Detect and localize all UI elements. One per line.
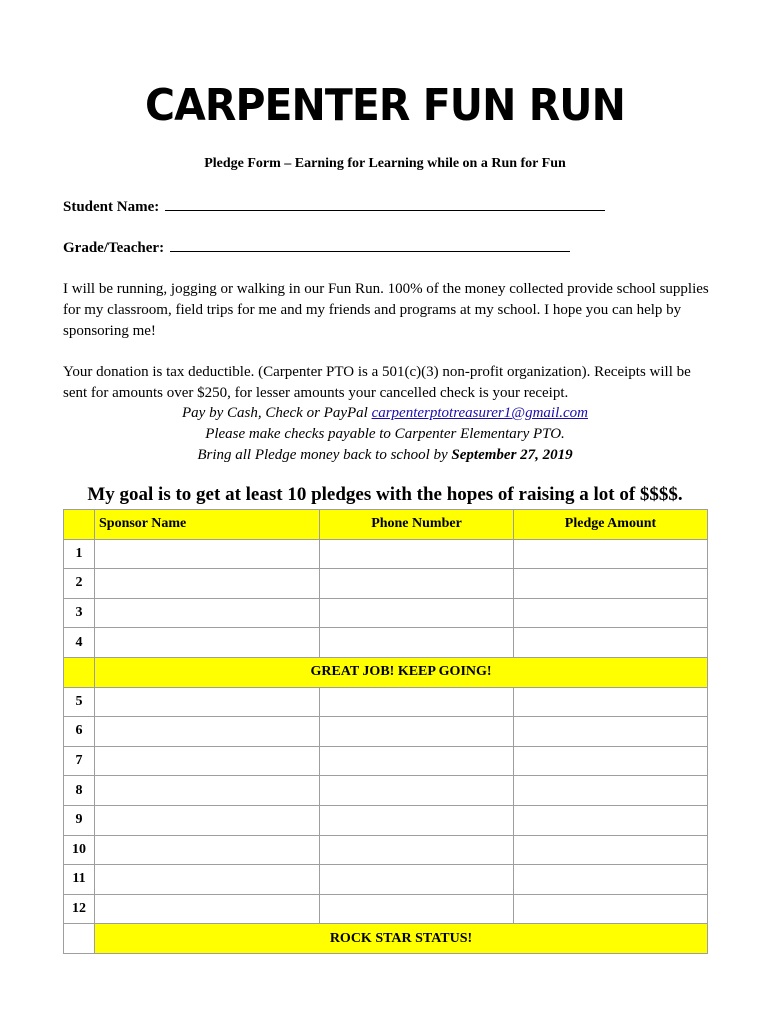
header-phone-number: Phone Number — [320, 510, 514, 540]
pledge-table — [63, 509, 708, 954]
phone-number-cell[interactable] — [320, 865, 514, 895]
phone-number-cell[interactable] — [320, 717, 514, 747]
row-number: 7 — [64, 746, 95, 776]
header-corner-cell — [64, 510, 95, 540]
header-sponsor-name: Sponsor Name — [95, 510, 320, 540]
bring-line — [0, 445, 770, 466]
pay-line — [0, 403, 770, 424]
phone-number-cell[interactable] — [320, 776, 514, 806]
row-number: 12 — [64, 894, 95, 924]
checks-line: Please make checks payable to Carpenter Elementary PTO. — [205, 426, 565, 442]
pledge-amount-cell[interactable] — [514, 569, 708, 599]
row-number: 5 — [64, 687, 95, 717]
table-row — [64, 687, 708, 717]
row-number: 9 — [64, 805, 95, 835]
table-row — [64, 539, 708, 569]
donation-paragraph: Your donation is tax deductible. (Carpenter PTO is a 501(c)(3) non-profit organization). Receipts will be sent for amounts over $250, for lesser amounts your cancelled check is your receipt. — [63, 364, 691, 401]
banner-row — [64, 924, 708, 954]
row-number: 2 — [64, 569, 95, 599]
row-number: 8 — [64, 776, 95, 806]
sponsor-name-cell[interactable] — [95, 687, 320, 717]
row-number: 6 — [64, 717, 95, 747]
phone-number-cell[interactable] — [320, 687, 514, 717]
bring-text: Bring all Pledge money back to school by — [197, 447, 452, 463]
grade-teacher-field — [63, 239, 570, 257]
pledge-amount-cell[interactable] — [514, 687, 708, 717]
email-link[interactable]: carpenterptotreasurer1@gmail.com — [371, 405, 588, 421]
sponsor-name-cell[interactable] — [95, 746, 320, 776]
banner-corner-cell — [64, 657, 95, 687]
row-number: 1 — [64, 539, 95, 569]
table-row — [64, 628, 708, 658]
phone-number-cell[interactable] — [320, 835, 514, 865]
table-row — [64, 717, 708, 747]
header-pledge-amount: Pledge Amount — [514, 510, 708, 540]
grade-teacher-label: Grade/Teacher: — [63, 240, 165, 256]
student-name-label: Student Name: — [63, 199, 160, 215]
row-number: 11 — [64, 865, 95, 895]
sponsor-name-cell[interactable] — [95, 717, 320, 747]
pledge-amount-cell[interactable] — [514, 894, 708, 924]
banner-row — [64, 657, 708, 687]
sponsor-name-cell[interactable] — [95, 569, 320, 599]
table-row — [64, 776, 708, 806]
sponsor-name-cell[interactable] — [95, 598, 320, 628]
sponsor-name-cell[interactable] — [95, 865, 320, 895]
pledge-amount-cell[interactable] — [514, 628, 708, 658]
sponsor-name-cell[interactable] — [95, 835, 320, 865]
due-date: September 27, 2019 — [451, 447, 573, 463]
phone-number-cell[interactable] — [320, 598, 514, 628]
phone-number-cell[interactable] — [320, 894, 514, 924]
table-row — [64, 746, 708, 776]
row-number: 4 — [64, 628, 95, 658]
sponsor-name-cell[interactable] — [95, 628, 320, 658]
phone-number-cell[interactable] — [320, 628, 514, 658]
table-row — [64, 598, 708, 628]
pledge-amount-cell[interactable] — [514, 598, 708, 628]
pledge-amount-cell[interactable] — [514, 865, 708, 895]
table-row — [64, 835, 708, 865]
pledge-amount-cell[interactable] — [514, 717, 708, 747]
payment-info — [0, 403, 770, 466]
phone-number-cell[interactable] — [320, 746, 514, 776]
page-title: CARPENTER FUN RUN — [145, 80, 625, 131]
pledge-amount-cell[interactable] — [514, 835, 708, 865]
row-number: 3 — [64, 598, 95, 628]
banner-corner-cell — [64, 924, 95, 954]
pay-text: Pay by Cash, Check or PayPal — [182, 405, 372, 421]
table-row — [64, 569, 708, 599]
student-name-line[interactable] — [165, 198, 605, 211]
table-row — [64, 865, 708, 895]
intro-paragraph: I will be running, jogging or walking in our Fun Run. 100% of the money collected provide school supplies for my classroom, field trips for me and my friends and programs at my school. I hope you can help by sponsoring me! — [63, 281, 709, 339]
pledge-amount-cell[interactable] — [514, 776, 708, 806]
sponsor-name-cell[interactable] — [95, 776, 320, 806]
banner-banner_2: ROCK STAR STATUS! — [95, 924, 708, 954]
phone-number-cell[interactable] — [320, 569, 514, 599]
phone-number-cell[interactable] — [320, 805, 514, 835]
table-row — [64, 894, 708, 924]
sponsor-name-cell[interactable] — [95, 805, 320, 835]
sponsor-name-cell[interactable] — [95, 894, 320, 924]
goal-heading: My goal is to get at least 10 pledges with the hopes of raising a lot of $$$$. — [87, 484, 683, 505]
table-header-row — [64, 510, 708, 540]
student-name-field — [63, 198, 605, 216]
banner-banner_1: GREAT JOB! KEEP GOING! — [95, 657, 708, 687]
subtitle: Pledge Form – Earning for Learning while on a Run for Fun — [204, 156, 566, 171]
grade-teacher-line[interactable] — [170, 239, 570, 252]
pledge-amount-cell[interactable] — [514, 746, 708, 776]
sponsor-name-cell[interactable] — [95, 539, 320, 569]
table-row — [64, 805, 708, 835]
phone-number-cell[interactable] — [320, 539, 514, 569]
pledge-amount-cell[interactable] — [514, 805, 708, 835]
pledge-amount-cell[interactable] — [514, 539, 708, 569]
row-number: 10 — [64, 835, 95, 865]
